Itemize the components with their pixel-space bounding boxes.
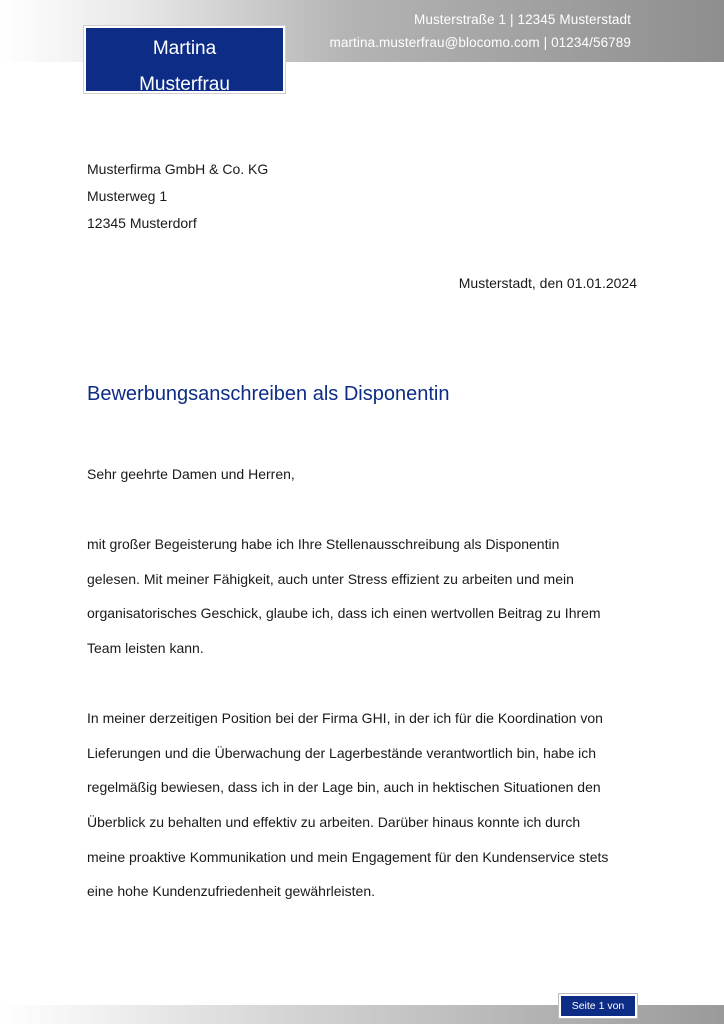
text-line: Team leisten kann. xyxy=(87,640,204,657)
recipient-street: Musterweg 1 xyxy=(87,188,168,204)
recipient-city: 12345 Musterdorf xyxy=(87,215,197,231)
text-line: Lieferungen und die Überwachung der Lagerbestände verantwortlich bin, habe ich xyxy=(87,744,597,761)
text-line: Überblick zu behalten und effektiv zu arbeiten. Darüber hinaus konnte ich durch xyxy=(87,814,581,831)
sender-first-name: Martina xyxy=(152,38,217,59)
text-line: In meiner derzeitigen Position bei der Firma GHI, in der ich für die Koordination von xyxy=(87,710,603,726)
text-line: eine hohe Kundenzufriedenheit gewährleisten. xyxy=(87,883,375,900)
recipient-address xyxy=(87,160,268,241)
letter-date: Musterstadt, den 01.01.2024 xyxy=(458,275,637,291)
page-number-badge: Seite 1 von xyxy=(559,994,637,1018)
sender-last-name: Musterfrau xyxy=(139,74,230,93)
text-line: gelesen. Mit meiner Fähigkeit, auch unter Stress effizient zu arbeiten und mein xyxy=(87,570,574,587)
body-paragraph-1 xyxy=(87,535,647,674)
sender-contact: martina.musterfrau@blocomo.com | 01234/56789 xyxy=(329,35,631,50)
text-line: regelmäßig bewiesen, dass ich in der Lage bin, auch in hektischen Situationen den xyxy=(87,779,601,796)
text-line: meine proaktive Kommunikation und mein Engagement für den Kundenservice stets xyxy=(87,848,609,865)
sender-address: Musterstraße 1 | 12345 Musterstadt xyxy=(413,12,631,27)
recipient-company: Musterfirma GmbH & Co. KG xyxy=(87,161,269,177)
salutation: Sehr geehrte Damen und Herren, xyxy=(87,466,295,482)
body-paragraph-2 xyxy=(87,709,647,917)
text-line: organisatorisches Geschick, glaube ich, dass ich einen wertvollen Beitrag zu Ihrem xyxy=(87,605,601,622)
sender-name-box xyxy=(84,26,285,93)
text-line: mit großer Begeisterung habe ich Ihre Stellenausschreibung als Disponentin xyxy=(87,536,560,552)
letter-subject: Bewerbungsanschreiben als Disponentin xyxy=(87,383,450,405)
